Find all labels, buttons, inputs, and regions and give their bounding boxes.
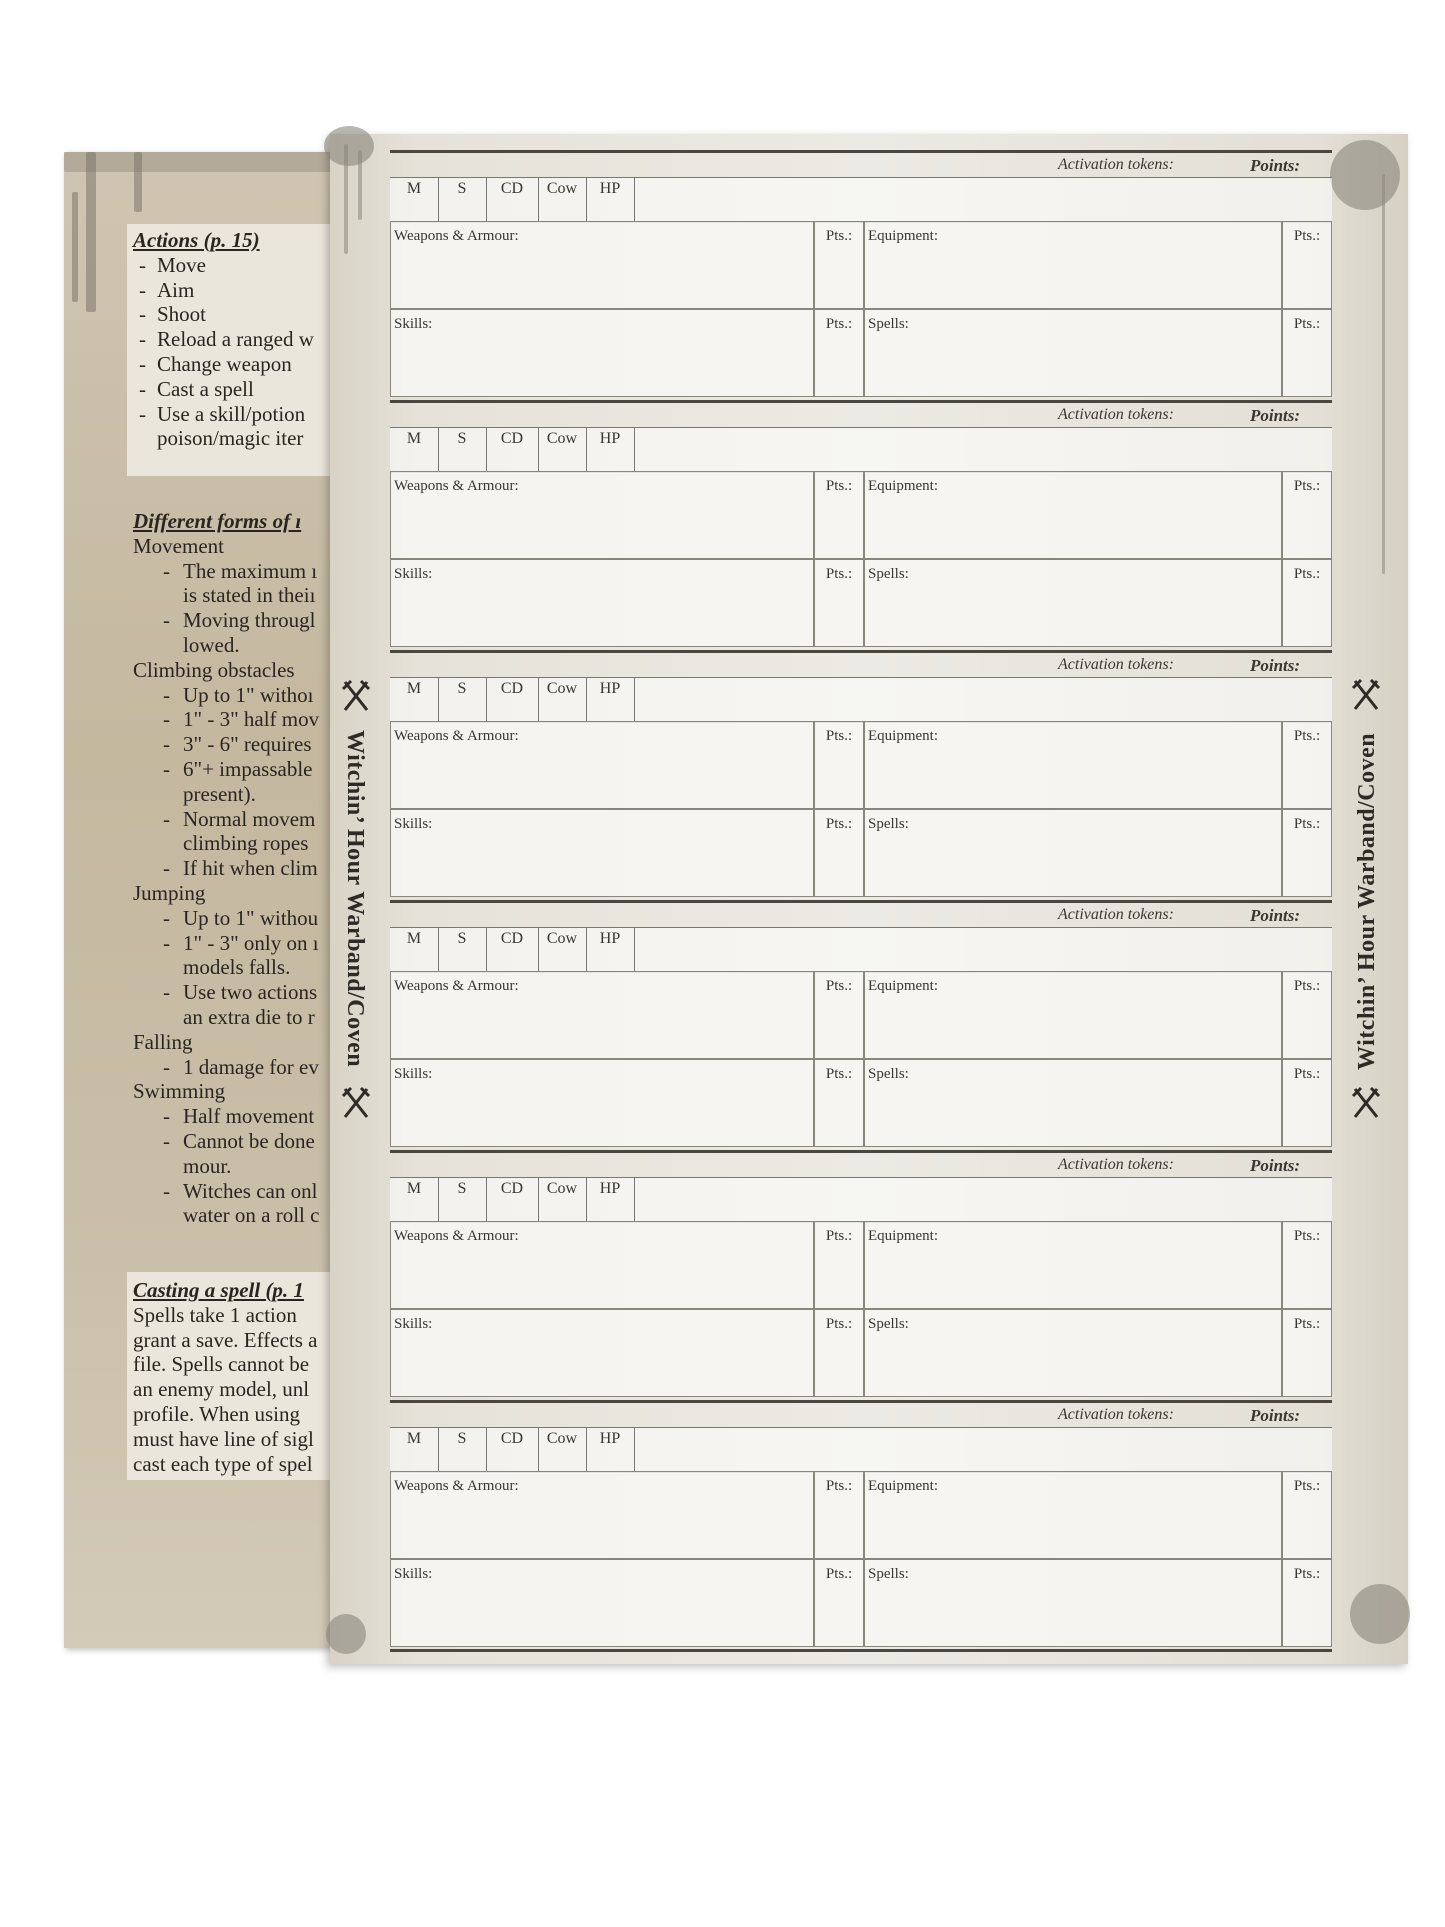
stat-m[interactable]: M (390, 678, 439, 722)
skills-field[interactable]: Skills: (390, 559, 814, 647)
activation-tokens-label: Activation tokens: (1058, 156, 1174, 173)
pts-field[interactable]: Pts.: (1282, 221, 1332, 309)
pts-field[interactable]: Pts.: (814, 1059, 864, 1147)
action-item: - Shoot (133, 302, 364, 327)
crossed-swords-icon (341, 679, 371, 713)
spine-title-left: Witchin’ Hour Warband/Coven (342, 730, 368, 1068)
stat-m[interactable]: M (390, 1178, 439, 1222)
action-item: - Use a skill/potion (133, 402, 364, 427)
skills-field[interactable]: Skills: (390, 1309, 814, 1397)
stat-s[interactable]: S (438, 928, 487, 972)
casting-text-line: cast each type of spel (133, 1451, 313, 1476)
pts-field[interactable]: Pts.: (814, 1559, 864, 1647)
movement-rule: - Cannot be done (133, 1129, 364, 1154)
pts-field[interactable]: Pts.: (1282, 1309, 1332, 1397)
reference-sheet (64, 152, 364, 1648)
block-header (390, 403, 1332, 427)
pts-field[interactable]: Pts.: (814, 559, 864, 647)
pts-field[interactable]: Pts.: (1282, 721, 1332, 809)
spells-field[interactable]: Spells: (864, 1059, 1282, 1147)
spells-field[interactable]: Spells: (864, 309, 1282, 397)
movement-subheading: Movement (133, 533, 224, 558)
movement-rule: - Use two actions (133, 980, 364, 1005)
actions-section (127, 224, 364, 476)
character-block (390, 1150, 1332, 1400)
movement-rule: lowed. (183, 632, 240, 657)
points-label: Points: (1250, 1406, 1301, 1425)
pts-field[interactable]: Pts.: (1282, 1471, 1332, 1559)
stat-cow[interactable]: Cow (538, 178, 587, 222)
pts-field[interactable]: Pts.: (1282, 1559, 1332, 1647)
casting-text-line: Spells take 1 action (133, 1302, 297, 1327)
pts-field[interactable]: Pts.: (1282, 971, 1332, 1059)
pts-field[interactable]: Pts.: (1282, 1221, 1332, 1309)
stat-row (390, 1177, 1332, 1223)
activation-tokens-label: Activation tokens: (1058, 406, 1174, 423)
pts-field[interactable]: Pts.: (1282, 1059, 1332, 1147)
stat-hp[interactable]: HP (586, 1178, 635, 1222)
pts-field[interactable]: Pts.: (814, 471, 864, 559)
movement-subheading: Swimming (133, 1079, 226, 1104)
stat-m[interactable]: M (390, 1428, 439, 1472)
equipment-field[interactable]: Equipment: (864, 971, 1282, 1059)
spells-field[interactable]: Spells: (864, 1559, 1282, 1647)
block-header (390, 153, 1332, 177)
actions-heading: Actions (p. 15) (133, 228, 260, 252)
character-grid (390, 150, 1332, 1652)
movement-rule: water on a roll c (183, 1203, 320, 1225)
block-header (390, 653, 1332, 677)
casting-text-line: grant a save. Effects a (133, 1327, 318, 1352)
movement-subheading: Climbing obstacles (133, 657, 295, 682)
stat-s[interactable]: S (438, 678, 487, 722)
stat-s[interactable]: S (438, 178, 487, 222)
weapons-armour-field[interactable]: Weapons & Armour: (390, 721, 814, 809)
pts-field[interactable]: Pts.: (814, 809, 864, 897)
movement-rule: - 1" - 3" half mov (133, 707, 364, 732)
movement-section (127, 505, 364, 1225)
block-header (390, 1403, 1332, 1427)
character-block (390, 150, 1332, 400)
pts-field[interactable]: Pts.: (1282, 309, 1332, 397)
pts-field[interactable]: Pts.: (814, 971, 864, 1059)
equipment-field[interactable]: Equipment: (864, 1471, 1282, 1559)
warband-roster-sheet (330, 134, 1408, 1664)
weapons-armour-field[interactable]: Weapons & Armour: (390, 1471, 814, 1559)
stat-cd[interactable]: CD (486, 928, 539, 972)
stat-s[interactable]: S (438, 1178, 487, 1222)
weapons-armour-field[interactable]: Weapons & Armour: (390, 971, 814, 1059)
stat-cd[interactable]: CD (486, 1178, 539, 1222)
action-item: - Cast a spell (133, 377, 364, 402)
stat-cow[interactable]: Cow (538, 1428, 587, 1472)
weapons-armour-field[interactable]: Weapons & Armour: (390, 471, 814, 559)
pts-field[interactable]: Pts.: (1282, 809, 1332, 897)
points-label: Points: (1250, 906, 1301, 925)
stat-cd[interactable]: CD (486, 1428, 539, 1472)
spine-title-right: Witchin’ Hour Warband/Coven (1354, 732, 1380, 1070)
activation-tokens-label: Activation tokens: (1058, 656, 1174, 673)
equipment-field[interactable]: Equipment: (864, 471, 1282, 559)
block-header (390, 1153, 1332, 1177)
pts-field[interactable]: Pts.: (814, 1221, 864, 1309)
stat-row (390, 177, 1332, 223)
points-label: Points: (1250, 656, 1301, 675)
equipment-field[interactable]: Equipment: (864, 1221, 1282, 1309)
character-block (390, 1400, 1332, 1652)
skills-field[interactable]: Skills: (390, 1559, 814, 1647)
character-block (390, 650, 1332, 900)
character-block (390, 400, 1332, 650)
equipment-field[interactable]: Equipment: (864, 721, 1282, 809)
stat-cd[interactable]: CD (486, 178, 539, 222)
pts-field[interactable]: Pts.: (814, 1471, 864, 1559)
stat-m[interactable]: M (390, 178, 439, 222)
stat-row (390, 1427, 1332, 1473)
stat-hp[interactable]: HP (586, 1428, 635, 1472)
pts-field[interactable]: Pts.: (1282, 471, 1332, 559)
stat-cd[interactable]: CD (486, 678, 539, 722)
points-label: Points: (1250, 156, 1301, 175)
action-item: - Aim (133, 278, 364, 303)
action-item: - Change weapon (133, 352, 364, 377)
crossed-swords-icon (341, 1086, 371, 1120)
crossed-swords-icon (1351, 678, 1381, 712)
movement-rule: - 1 damage for ev (133, 1055, 364, 1080)
spells-field[interactable]: Spells: (864, 1309, 1282, 1397)
skills-field[interactable]: Skills: (390, 309, 814, 397)
stat-hp[interactable]: HP (586, 428, 635, 472)
points-label: Points: (1250, 406, 1301, 425)
stat-cow[interactable]: Cow (538, 428, 587, 472)
action-item: - Move (133, 253, 364, 278)
casting-text-line: profile. When using (133, 1401, 300, 1426)
action-item: poison/magic iter (157, 426, 304, 451)
skills-field[interactable]: Skills: (390, 809, 814, 897)
movement-rule: - 3" - 6" requires (133, 732, 364, 757)
casting-text-line: must have line of sigl (133, 1426, 314, 1451)
crossed-swords-icon (1351, 1086, 1381, 1120)
spells-field[interactable]: Spells: (864, 559, 1282, 647)
activation-tokens-label: Activation tokens: (1058, 1406, 1174, 1423)
activation-tokens-label: Activation tokens: (1058, 1156, 1174, 1173)
weapons-armour-field[interactable]: Weapons & Armour: (390, 1221, 814, 1309)
stat-cow[interactable]: Cow (538, 678, 587, 722)
stat-s[interactable]: S (438, 1428, 487, 1472)
movement-rule: - The maximum ı (133, 559, 364, 584)
movement-rule: - If hit when clim (133, 856, 364, 881)
movement-subheading: Jumping (133, 880, 206, 905)
casting-text-line: file. Spells cannot be (133, 1352, 310, 1377)
casting-section (127, 1272, 364, 1480)
movement-rule: - Up to 1" withoı (133, 683, 364, 708)
movement-rule: mour. (183, 1153, 232, 1178)
stat-hp[interactable]: HP (586, 178, 635, 222)
movement-rule: present). (183, 781, 256, 806)
movement-rule: - Witches can onl (133, 1179, 364, 1204)
pts-field[interactable]: Pts.: (814, 221, 864, 309)
pts-field[interactable]: Pts.: (1282, 559, 1332, 647)
stat-m[interactable]: M (390, 428, 439, 472)
pts-field[interactable]: Pts.: (814, 309, 864, 397)
movement-rule: - 1" - 3" only on ı (133, 931, 364, 956)
stat-row (390, 927, 1332, 973)
stat-cow[interactable]: Cow (538, 928, 587, 972)
points-label: Points: (1250, 1156, 1301, 1175)
movement-rule: an extra die to r (183, 1004, 315, 1029)
skills-field[interactable]: Skills: (390, 1059, 814, 1147)
stat-hp[interactable]: HP (586, 678, 635, 722)
stat-cow[interactable]: Cow (538, 1178, 587, 1222)
movement-rule: models falls. (183, 955, 291, 980)
spells-field[interactable]: Spells: (864, 809, 1282, 897)
pts-field[interactable]: Pts.: (814, 1309, 864, 1397)
stat-row (390, 677, 1332, 723)
movement-rule: - Half movement (133, 1104, 364, 1129)
movement-rule: is stated in theiı (183, 583, 316, 608)
casting-text-line: an enemy model, unl (133, 1377, 310, 1402)
weapons-armour-field[interactable]: Weapons & Armour: (390, 221, 814, 309)
stat-cd[interactable]: CD (486, 428, 539, 472)
movement-heading: Different forms of ı (133, 509, 302, 533)
stat-hp[interactable]: HP (586, 928, 635, 972)
block-header (390, 903, 1332, 927)
movement-rule: - Moving througl (133, 608, 364, 633)
stat-row (390, 427, 1332, 473)
activation-tokens-label: Activation tokens: (1058, 906, 1174, 923)
stat-m[interactable]: M (390, 928, 439, 972)
movement-rule: climbing ropes (183, 831, 309, 856)
pts-field[interactable]: Pts.: (814, 721, 864, 809)
casting-heading: Casting a spell (p. 1 (133, 1278, 304, 1302)
movement-rule: - Up to 1" withou (133, 906, 364, 931)
movement-rule: - 6"+ impassable (133, 757, 364, 782)
character-block (390, 900, 1332, 1150)
action-item: - Reload a ranged w (133, 327, 364, 352)
equipment-field[interactable]: Equipment: (864, 221, 1282, 309)
movement-rule: - Normal movem (133, 807, 364, 832)
stat-s[interactable]: S (438, 428, 487, 472)
movement-subheading: Falling (133, 1029, 193, 1054)
